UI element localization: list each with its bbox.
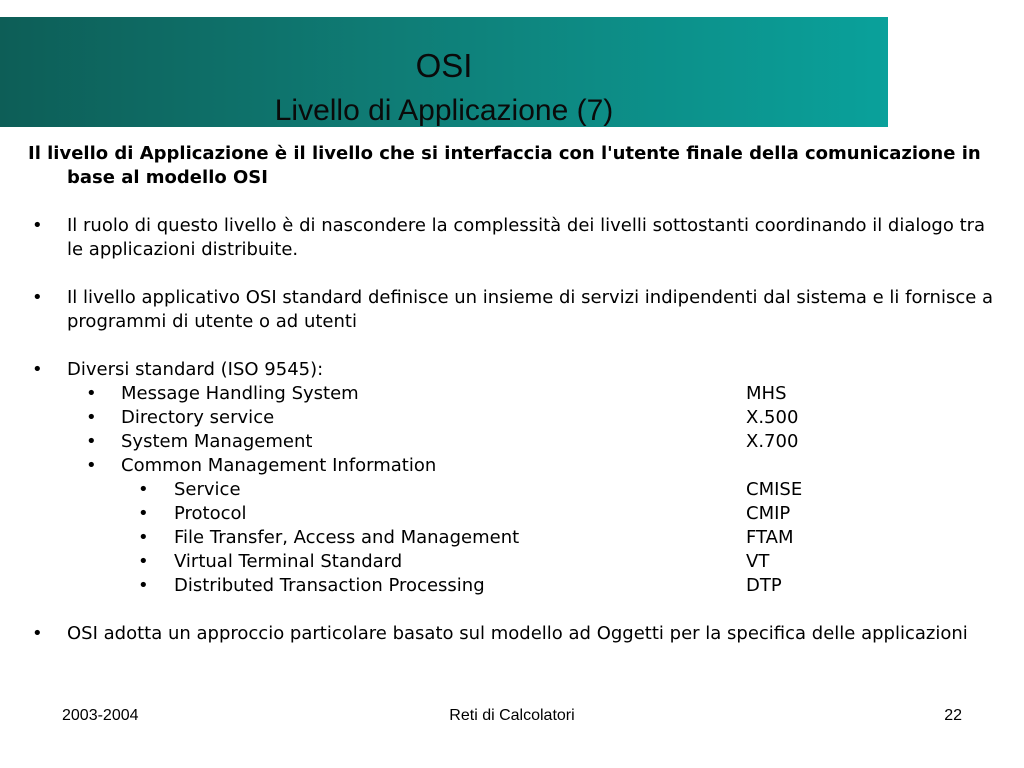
- cmi-label: File Transfer, Access and Management: [174, 527, 520, 548]
- standard-item: [28, 382, 998, 406]
- cmi-label: Protocol: [174, 503, 247, 524]
- bullet-text: Il ruolo di questo livello è di nascondere la complessità dei livelli sottostanti coordinando il dialogo tra le applicazioni distribuite.: [67, 215, 986, 260]
- bullet-icon: •: [138, 575, 149, 596]
- standard-label: Common Management Information: [121, 455, 437, 476]
- bullet-item: [28, 286, 998, 334]
- cmi-label: Virtual Terminal Standard: [174, 551, 403, 572]
- bullet-icon: •: [138, 527, 149, 548]
- standard-label: System Management: [121, 431, 313, 452]
- cmi-item: [28, 526, 998, 550]
- title-bar: [0, 17, 888, 127]
- footer-course: Reti di Calcolatori: [449, 707, 575, 724]
- bullet-icon: •: [32, 215, 43, 236]
- bullet-text: Diversi standard (ISO 9545):: [67, 359, 324, 380]
- cmi-label: Service: [174, 479, 241, 500]
- bullet-icon: •: [138, 503, 149, 524]
- bullet-item: [28, 358, 998, 382]
- bullet-icon: •: [86, 431, 97, 452]
- cmi-item: [28, 550, 998, 574]
- cmi-item: [28, 502, 998, 526]
- bullet-text: Il livello applicativo OSI standard definisce un insieme di servizi indipendenti dal sistema e li fornisce a programmi di utente o ad utenti: [67, 287, 994, 332]
- standard-label: Directory service: [121, 407, 275, 428]
- bullet-icon: •: [32, 623, 43, 644]
- cmi-abbr: DTP: [746, 575, 782, 596]
- bullet-icon: •: [86, 455, 97, 476]
- slide-title: OSI: [415, 47, 473, 84]
- bullet-icon: •: [86, 407, 97, 428]
- cmi-item: [28, 574, 998, 598]
- standard-label: Message Handling System: [121, 383, 359, 404]
- bullet-item: [28, 622, 998, 646]
- bullet-icon: •: [86, 383, 97, 404]
- cmi-label: Distributed Transaction Processing: [174, 575, 485, 596]
- cmi-abbr: CMIP: [746, 503, 791, 524]
- standard-item: [28, 454, 998, 478]
- standard-abbr: X.700: [746, 431, 799, 452]
- cmi-abbr: VT: [746, 551, 770, 572]
- cmi-abbr: CMISE: [746, 479, 803, 500]
- bullet-icon: •: [138, 479, 149, 500]
- cmi-abbr: FTAM: [746, 527, 794, 548]
- bullet-text: OSI adotta un approccio particolare basato sul modello ad Oggetti per la specifica delle applicazioni: [67, 623, 968, 644]
- bullet-icon: •: [138, 551, 149, 572]
- standard-item: [28, 430, 998, 454]
- slide-number: 22: [944, 707, 962, 724]
- cmi-item: [28, 478, 998, 502]
- intro-text: Il livello di Applicazione è il livello che si interfaccia con l'utente finale della comunicazione in base al modello OSI: [28, 143, 981, 188]
- standard-abbr: MHS: [746, 383, 787, 404]
- slide-content: [28, 142, 998, 646]
- footer-year: 2003-2004: [62, 707, 139, 724]
- standard-abbr: X.500: [746, 407, 799, 428]
- slide-subtitle: Livello di Applicazione (7): [274, 94, 614, 127]
- bullet-icon: •: [32, 287, 43, 308]
- standard-item: [28, 406, 998, 430]
- bullet-icon: •: [32, 359, 43, 380]
- bullet-item: [28, 214, 998, 262]
